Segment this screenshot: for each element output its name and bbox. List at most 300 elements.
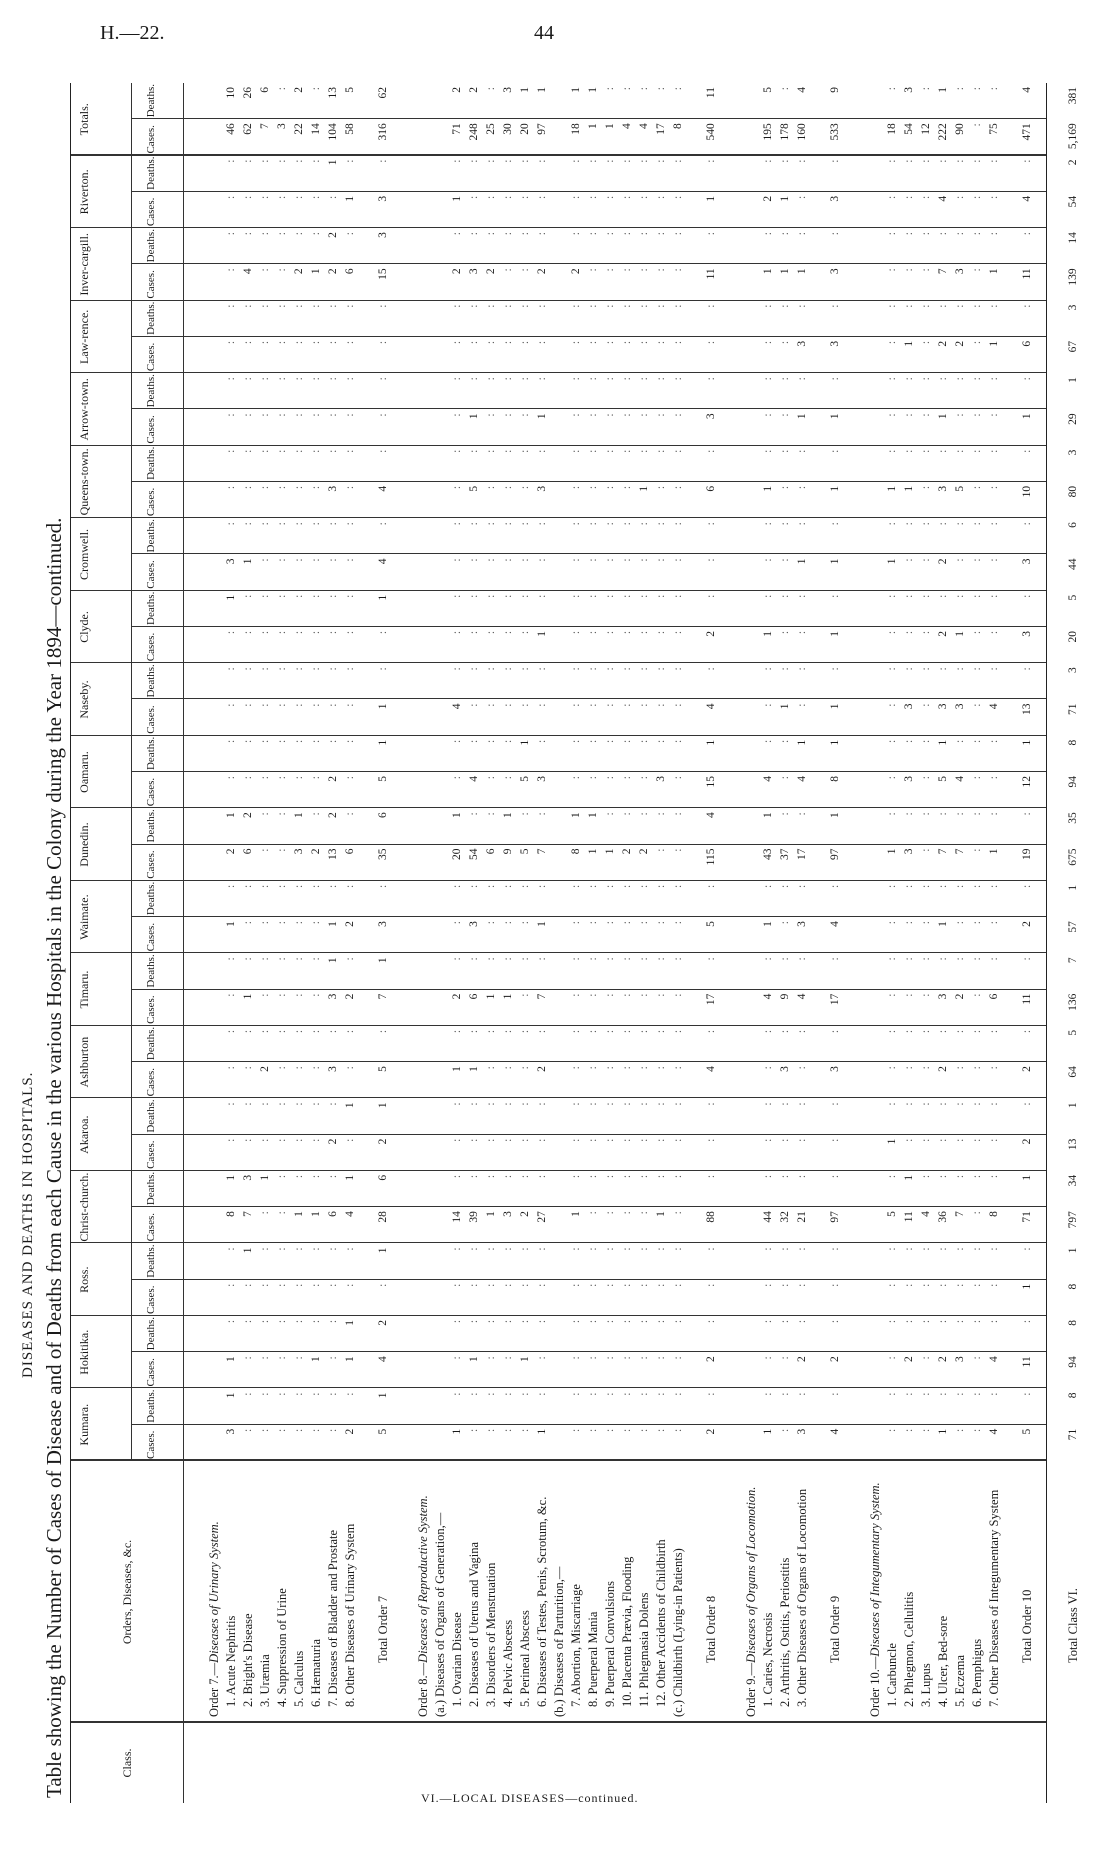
deaths-cell: 1 xyxy=(377,739,389,746)
deaths-cell: : xyxy=(587,1319,599,1324)
cases-cell: : xyxy=(587,776,599,780)
cases-cell: 36 xyxy=(937,1211,949,1223)
deaths-cell: : xyxy=(327,522,339,526)
cases-cell: : xyxy=(587,340,599,345)
deaths-cell: : xyxy=(779,1174,791,1179)
deaths-cell: : xyxy=(485,522,497,526)
deaths-cell: : xyxy=(604,957,616,961)
deaths-cell: : xyxy=(779,667,791,671)
cases-cell: : xyxy=(259,340,271,345)
cases-cell: 7 xyxy=(377,993,389,1000)
deaths-cell: : xyxy=(886,1102,898,1106)
deaths-cell: : xyxy=(242,1392,254,1396)
deaths-cell: : xyxy=(920,884,932,889)
deaths-cell: 3 xyxy=(1067,667,1079,673)
deaths-cell: : xyxy=(536,449,548,453)
deaths-cell: : xyxy=(655,1392,667,1396)
cases-cell: : xyxy=(519,1283,531,1287)
deaths-cell: : xyxy=(954,884,966,889)
hospital-name: Clyde. xyxy=(77,611,91,643)
deaths-cell: : xyxy=(276,304,288,308)
deaths-cell: : xyxy=(468,304,480,308)
deaths-cell: : xyxy=(638,1102,650,1106)
cases-cell: : xyxy=(937,1138,949,1142)
deaths-cell: : xyxy=(988,884,1000,889)
hospital-column-header xyxy=(71,1171,183,1244)
cases-cell: : xyxy=(242,630,254,635)
cases-cell: 2 xyxy=(903,1356,915,1362)
deaths-cell: : xyxy=(604,1247,616,1251)
deaths-cell: : xyxy=(587,232,599,236)
cases-cell: : xyxy=(988,558,1000,562)
cases-cell: : xyxy=(570,703,582,707)
deaths-cell: : xyxy=(327,449,339,453)
cases-subheader: Cases. xyxy=(145,1067,157,1097)
hospital-column-header xyxy=(71,808,183,881)
cases-cell: : xyxy=(276,1428,288,1432)
deaths-cell: : xyxy=(705,232,717,236)
cases-subheader: Cases. xyxy=(145,1213,157,1242)
cases-cell: : xyxy=(293,1428,305,1432)
cases-cell: : xyxy=(762,703,774,707)
cases-cell: 3 xyxy=(937,485,949,492)
deaths-cell: : xyxy=(225,739,237,743)
cases-cell: 5 xyxy=(377,1066,389,1072)
cases-cell: : xyxy=(276,1211,288,1215)
cases-cell: 675 xyxy=(1067,848,1079,866)
cases-cell: : xyxy=(886,1356,898,1360)
deaths-cell: : xyxy=(604,377,616,381)
cases-cell: 19 xyxy=(1021,848,1033,861)
cases-cell: : xyxy=(672,195,684,200)
deaths-cell: 1 xyxy=(1067,1247,1079,1254)
cases-cell: 1 xyxy=(604,848,616,855)
deaths-subheader: Deaths. xyxy=(145,1099,157,1133)
cases-cell: 8 xyxy=(570,848,582,855)
deaths-cell: 2 xyxy=(327,812,339,819)
deaths-cell: : xyxy=(937,377,949,381)
cases-cell: : xyxy=(259,558,271,562)
cases-cell: 2 xyxy=(954,340,966,347)
cases-cell: 1 xyxy=(327,921,339,927)
cases-cell: 1 xyxy=(886,485,898,492)
deaths-cell: : xyxy=(672,594,684,598)
deaths-cell: : xyxy=(672,159,684,163)
cases-cell: 2 xyxy=(519,1211,531,1217)
deaths-cell: 1 xyxy=(1067,884,1079,891)
deaths-cell: : xyxy=(276,739,288,743)
deaths-cell: : xyxy=(886,304,898,308)
cases-cell: : xyxy=(327,195,339,200)
cases-cell: 1 xyxy=(485,1211,497,1217)
deaths-cell: : xyxy=(920,667,932,671)
cases-subheader: Cases. xyxy=(145,1285,157,1314)
deaths-cell: : xyxy=(903,1102,915,1106)
column-rule xyxy=(71,1460,1046,1462)
deaths-cell: : xyxy=(587,1174,599,1179)
cases-cell: : xyxy=(954,558,966,562)
cases-cell: : xyxy=(293,1138,305,1142)
deaths-cell: : xyxy=(920,1392,932,1396)
cases-cell: : xyxy=(903,195,915,200)
deaths-cell: : xyxy=(829,594,841,598)
deaths-cell: : xyxy=(242,232,254,236)
hospital-name: Queens-town. xyxy=(77,448,91,516)
cases-cell: : xyxy=(310,703,322,707)
deaths-cell: : xyxy=(310,377,322,381)
cases-cell: : xyxy=(971,413,983,417)
deaths-cell: : xyxy=(293,667,305,671)
deaths-cell: : xyxy=(502,957,514,961)
deaths-subheader: Deaths. xyxy=(145,374,157,408)
deaths-cell: : xyxy=(310,812,322,816)
cases-cell: 1 xyxy=(536,630,548,637)
cases-cell: : xyxy=(259,195,271,200)
deaths-cell: : xyxy=(988,957,1000,961)
deaths-cell: : xyxy=(903,667,915,671)
cases-cell: 1 xyxy=(468,413,480,420)
cases-cell: 71 xyxy=(451,123,463,135)
cases-cell: : xyxy=(779,340,791,345)
cases-cell: : xyxy=(655,630,667,635)
deaths-cell: : xyxy=(293,594,305,598)
deaths-cell: : xyxy=(468,884,480,889)
cases-cell: : xyxy=(971,848,983,852)
cases-cell: : xyxy=(242,1356,254,1360)
deaths-cell: : xyxy=(293,739,305,743)
cases-cell: : xyxy=(259,1211,271,1215)
deaths-cell: 1 xyxy=(259,1174,271,1181)
cases-cell: : xyxy=(655,340,667,345)
deaths-cell: : xyxy=(587,667,599,671)
deaths-cell: : xyxy=(655,667,667,671)
cases-cell: : xyxy=(310,1138,322,1142)
deaths-cell: : xyxy=(762,739,774,743)
deaths-cell: : xyxy=(451,1102,463,1106)
cases-cell: 67 xyxy=(1067,340,1079,353)
deaths-cell: : xyxy=(604,232,616,236)
deaths-cell: : xyxy=(468,1029,480,1034)
cases-cell: : xyxy=(451,340,463,345)
deaths-cell: : xyxy=(638,522,650,526)
cases-cell: : xyxy=(705,558,717,562)
deaths-cell: : xyxy=(344,884,356,889)
cases-cell: : xyxy=(920,485,932,490)
deaths-cell: : xyxy=(587,377,599,381)
cases-cell: 20 xyxy=(1067,630,1079,643)
hospital-name: Inver-cargill. xyxy=(77,233,91,296)
deaths-cell: : xyxy=(937,232,949,236)
deaths-cell: : xyxy=(655,739,667,743)
cases-cell: : xyxy=(259,848,271,852)
cases-subheader: Cases. xyxy=(145,487,157,517)
deaths-cell: : xyxy=(451,667,463,671)
cases-cell: : xyxy=(344,703,356,707)
cases-cell: : xyxy=(886,993,898,997)
deaths-cell: : xyxy=(672,87,684,91)
deaths-cell: 1 xyxy=(377,1392,389,1399)
deaths-cell: : xyxy=(604,667,616,671)
cases-cell: : xyxy=(672,848,684,852)
column-rule xyxy=(71,517,1046,518)
deaths-cell: : xyxy=(570,449,582,453)
deaths-cell: 1 xyxy=(519,87,531,93)
deaths-cell: : xyxy=(829,884,841,889)
deaths-cell: : xyxy=(485,1174,497,1179)
cases-cell: : xyxy=(604,1066,616,1070)
cases-cell: : xyxy=(451,776,463,780)
cases-cell: : xyxy=(225,485,237,490)
deaths-cell: : xyxy=(293,159,305,163)
deaths-cell: : xyxy=(920,812,932,816)
cases-cell: : xyxy=(920,848,932,852)
cases-cell: 1 xyxy=(988,268,1000,275)
cases-cell: : xyxy=(519,195,531,200)
hospital-column-header xyxy=(71,736,183,809)
deaths-cell: : xyxy=(587,594,599,598)
deaths-cell: : xyxy=(451,739,463,743)
deaths-subheader: Deaths. xyxy=(145,809,157,843)
deaths-cell: : xyxy=(604,159,616,163)
deaths-cell: : xyxy=(762,449,774,453)
deaths-cell: : xyxy=(621,1319,633,1324)
deaths-cell: : xyxy=(638,1247,650,1251)
cases-cell: : xyxy=(672,485,684,490)
order-heading: Order 8.—Diseases of Reproductive System. xyxy=(416,1495,430,1717)
deaths-cell: : xyxy=(570,1392,582,1396)
deaths-cell: : xyxy=(971,522,983,526)
deaths-cell: : xyxy=(672,232,684,236)
deaths-cell: : xyxy=(276,522,288,526)
hospital-name: Law-rence. xyxy=(77,309,91,364)
deaths-cell: : xyxy=(225,232,237,236)
deaths-cell: : xyxy=(638,812,650,816)
deaths-cell: : xyxy=(886,449,898,453)
deaths-cell: : xyxy=(655,1247,667,1251)
deaths-cell: : xyxy=(344,957,356,961)
cases-cell: : xyxy=(655,1283,667,1287)
cases-cell: : xyxy=(672,630,684,635)
deaths-cell: : xyxy=(327,1247,339,1251)
deaths-cell: : xyxy=(536,232,548,236)
deaths-cell: : xyxy=(886,377,898,381)
cases-cell: 471 xyxy=(1021,123,1033,141)
deaths-cell: : xyxy=(779,1319,791,1324)
deaths-cell: : xyxy=(971,1029,983,1034)
disease-label: 3. Disorders of Menstruation xyxy=(484,1562,498,1707)
hospital-diseases-table xyxy=(70,83,1080,1805)
cases-cell: : xyxy=(485,630,497,635)
deaths-cell: : xyxy=(638,667,650,671)
deaths-cell: : xyxy=(536,377,548,381)
hospital-column-header xyxy=(71,1026,183,1099)
cases-cell: : xyxy=(259,268,271,272)
deaths-subheader: Deaths. xyxy=(145,591,157,625)
deaths-cell: : xyxy=(954,377,966,381)
cases-cell: : xyxy=(327,1428,339,1432)
cases-cell: : xyxy=(485,703,497,707)
cases-cell: : xyxy=(519,993,531,997)
deaths-cell: : xyxy=(451,1174,463,1179)
deaths-cell: : xyxy=(327,1029,339,1034)
cases-cell: : xyxy=(570,1356,582,1360)
deaths-cell: : xyxy=(242,304,254,308)
column-rule xyxy=(71,880,1046,881)
deaths-cell: : xyxy=(937,449,949,453)
deaths-cell: : xyxy=(276,1102,288,1106)
cases-cell: 2 xyxy=(1021,1138,1033,1145)
deaths-cell: : xyxy=(762,884,774,889)
deaths-subheader: Deaths. xyxy=(145,1244,157,1278)
deaths-cell: 6 xyxy=(259,87,271,93)
hospital-name: Hokitika. xyxy=(77,1329,91,1375)
cases-cell: : xyxy=(672,921,684,925)
hospital-name: Kumara. xyxy=(77,1403,91,1446)
deaths-cell: : xyxy=(762,1247,774,1251)
deaths-subheader: Deaths. xyxy=(145,446,157,480)
cases-cell: : xyxy=(587,921,599,925)
cases-cell: : xyxy=(519,1428,531,1432)
cases-cell: : xyxy=(988,921,1000,925)
deaths-cell: : xyxy=(293,1392,305,1396)
deaths-cell: : xyxy=(451,232,463,236)
cases-cell: 4 xyxy=(377,485,389,492)
deaths-cell: : xyxy=(519,884,531,889)
deaths-cell: : xyxy=(829,1319,841,1324)
deaths-cell: : xyxy=(502,232,514,236)
deaths-cell: : xyxy=(988,1392,1000,1396)
cases-cell: 2 xyxy=(344,1428,356,1435)
deaths-cell: : xyxy=(954,957,966,961)
deaths-cell: : xyxy=(655,522,667,526)
cases-cell: 62 xyxy=(242,123,254,135)
cases-cell: : xyxy=(293,1283,305,1287)
deaths-cell: : xyxy=(310,1319,322,1324)
deaths-cell: 10 xyxy=(225,87,237,99)
deaths-cell: : xyxy=(519,159,531,163)
orders-column xyxy=(71,1461,1080,1723)
deaths-cell: : xyxy=(276,1247,288,1251)
deaths-cell: : xyxy=(903,1247,915,1251)
deaths-cell: : xyxy=(451,594,463,598)
cases-cell: : xyxy=(570,1138,582,1142)
cases-cell: : xyxy=(468,630,480,635)
deaths-cell: : xyxy=(971,667,983,671)
deaths-cell: : xyxy=(485,594,497,598)
cases-cell: : xyxy=(276,195,288,200)
cases-cell: 17 xyxy=(796,848,808,861)
cases-cell: : xyxy=(705,1283,717,1287)
deaths-cell: : xyxy=(796,957,808,961)
cases-cell: : xyxy=(638,921,650,925)
cases-cell: : xyxy=(920,1428,932,1432)
column-rule xyxy=(131,1424,1046,1425)
deaths-cell: : xyxy=(1021,232,1033,236)
cases-cell: : xyxy=(672,1138,684,1142)
column-rule xyxy=(131,118,1046,119)
deaths-cell: : xyxy=(259,522,271,526)
cases-cell: 3 xyxy=(536,776,548,782)
deaths-cell: 1 xyxy=(570,812,582,819)
cases-cell: : xyxy=(276,1066,288,1070)
deaths-cell: : xyxy=(242,739,254,743)
cases-cell: : xyxy=(293,195,305,200)
deaths-cell: : xyxy=(903,232,915,236)
cases-cell: : xyxy=(638,1356,650,1360)
cases-cell: 35 xyxy=(377,848,389,861)
deaths-cell: : xyxy=(621,159,633,163)
deaths-cell: : xyxy=(344,1247,356,1251)
cases-cell: : xyxy=(988,195,1000,200)
deaths-cell: : xyxy=(570,522,582,526)
deaths-cell: : xyxy=(604,1392,616,1396)
disease-label: 1. Ovarian Disease xyxy=(450,1612,464,1707)
cases-cell: : xyxy=(519,921,531,925)
deaths-cell: : xyxy=(988,232,1000,236)
deaths-cell: : xyxy=(225,449,237,453)
cases-cell: : xyxy=(587,993,599,997)
page-number: 44 xyxy=(534,22,554,44)
cases-cell: 2 xyxy=(937,1356,949,1362)
deaths-cell: : xyxy=(485,1319,497,1324)
cases-cell: : xyxy=(293,1066,305,1070)
deaths-cell: : xyxy=(1021,1029,1033,1034)
hospital-column-header xyxy=(71,1098,183,1171)
cases-cell: 44 xyxy=(1067,558,1079,570)
cases-cell: 2 xyxy=(225,848,237,855)
deaths-cell: : xyxy=(638,1392,650,1396)
column-rule xyxy=(131,1134,1046,1135)
deaths-cell: : xyxy=(762,522,774,526)
deaths-cell: : xyxy=(468,449,480,453)
cases-cell: : xyxy=(971,268,983,272)
cases-cell: : xyxy=(638,993,650,997)
deaths-cell: : xyxy=(672,957,684,961)
deaths-cell: : xyxy=(621,522,633,526)
cases-cell: 7 xyxy=(536,993,548,1000)
deaths-cell: : xyxy=(971,304,983,308)
cases-cell: 71 xyxy=(1021,1211,1033,1223)
deaths-cell: 35 xyxy=(1067,812,1079,824)
cases-cell: 195 xyxy=(762,123,774,141)
cases-cell: 88 xyxy=(705,1211,717,1223)
deaths-cell: 3 xyxy=(1067,304,1079,311)
cases-cell: : xyxy=(920,340,932,345)
cases-cell: 13 xyxy=(327,848,339,861)
cases-cell: : xyxy=(604,558,616,562)
deaths-cell: : xyxy=(655,1029,667,1034)
deaths-cell: : xyxy=(327,1392,339,1396)
cases-cell: 2 xyxy=(954,993,966,1000)
cases-cell: 44 xyxy=(762,1211,774,1223)
deaths-cell: : xyxy=(293,1174,305,1179)
column-rule xyxy=(131,191,1046,192)
deaths-cell: : xyxy=(971,1247,983,1251)
cases-cell: : xyxy=(672,1066,684,1070)
cases-cell: : xyxy=(293,485,305,490)
cases-cell: 97 xyxy=(829,1211,841,1223)
cases-subheader: Cases. xyxy=(145,342,157,372)
deaths-cell: : xyxy=(621,667,633,671)
deaths-cell: : xyxy=(705,1247,717,1251)
deaths-cell: : xyxy=(570,1247,582,1251)
cases-cell: 1 xyxy=(468,1066,480,1072)
deaths-cell: : xyxy=(829,232,841,236)
hospital-name: Oamaru. xyxy=(77,751,91,793)
cases-cell: : xyxy=(344,1283,356,1287)
deaths-cell: : xyxy=(502,1029,514,1034)
cases-cell: 2 xyxy=(705,630,717,637)
